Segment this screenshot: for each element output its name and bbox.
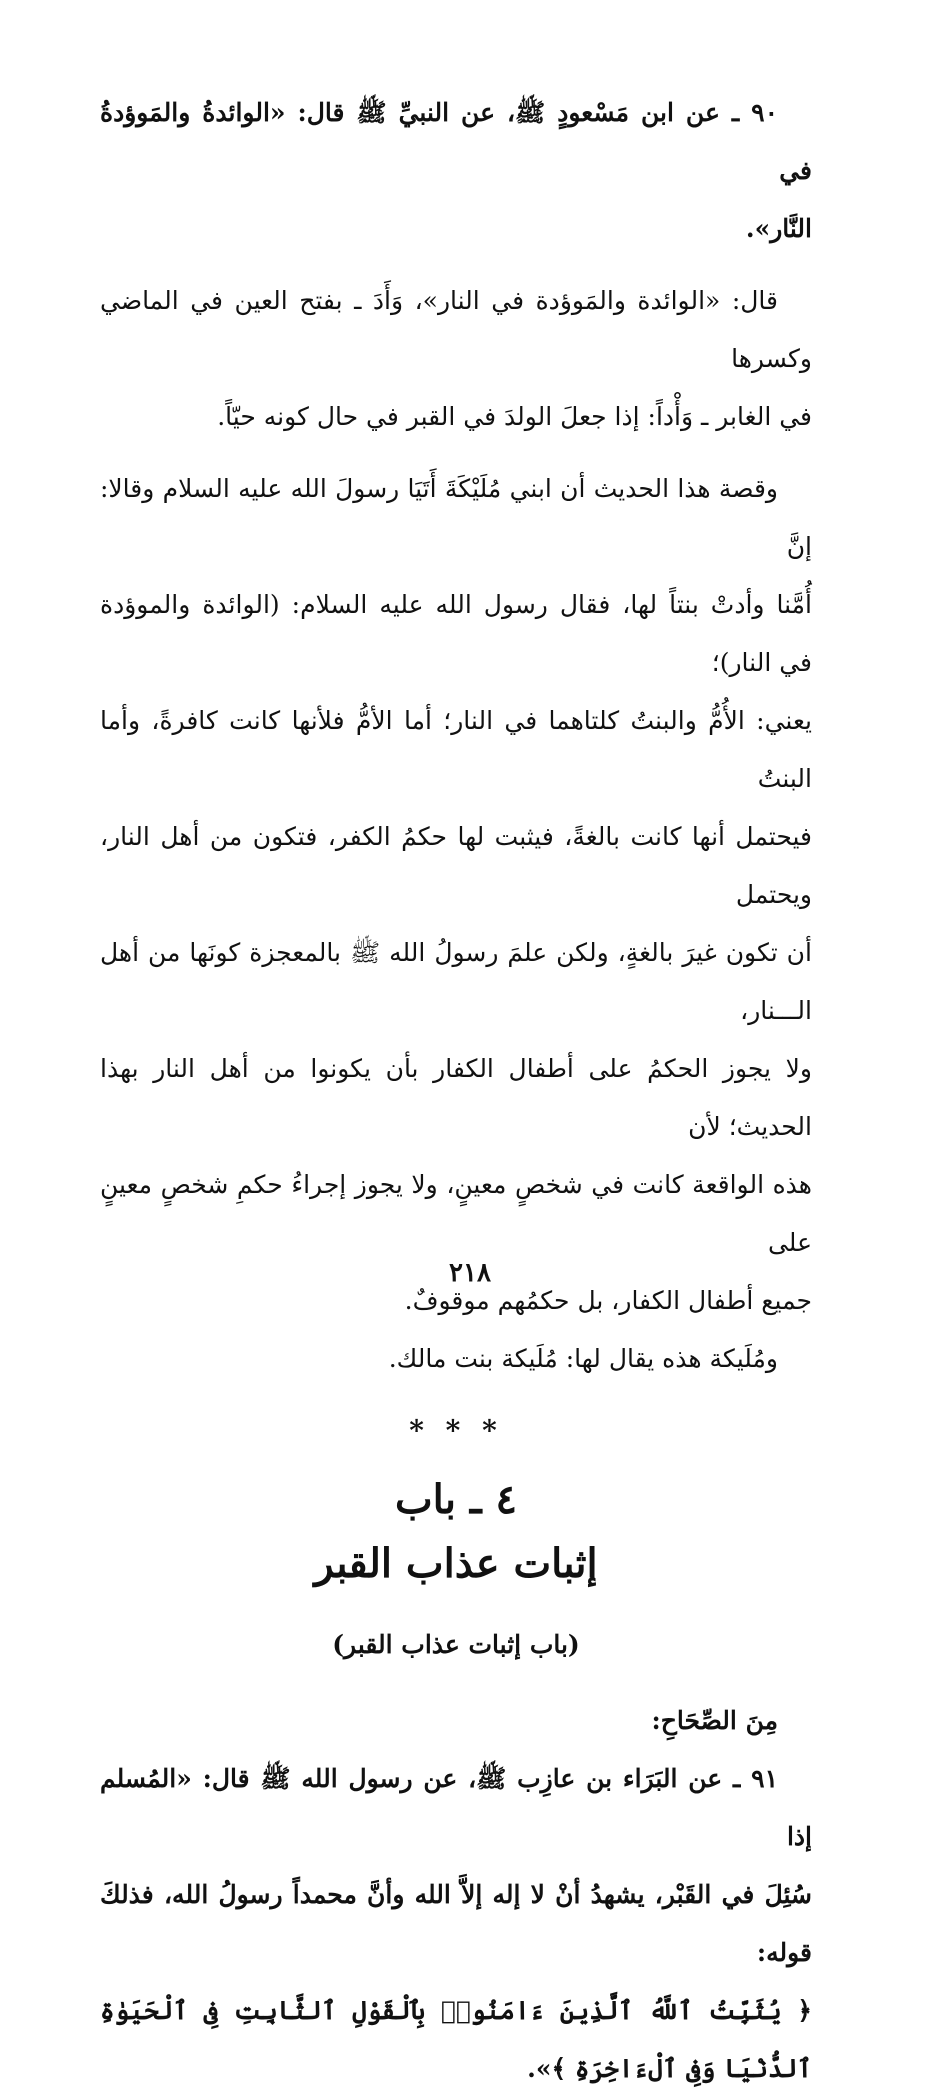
- commentary-2-line-1: وقصة هذا الحديث أن ابني مُلَيْكَةَ أَتَيَا رسولَ الله عليه السلام وقالا: إنَّ: [100, 474, 812, 561]
- commentary-2-line-5: أن تكون غيرَ بالغةٍ، ولكن علمَ رسولُ الله ﷺ بالمعجزة كونَها من أهل الـــنار،: [100, 938, 812, 1025]
- hadith-91-line-2: سُئِلَ في القَبْر، يشهدُ أنْ لا إله إلاَّ الله وأنَّ محمداً رسولُ الله، فذلكَ قوله:: [100, 1880, 812, 1967]
- page-body: [100, 84, 812, 2098]
- commentary-2-line-3: يعني: الأُمُّ والبنتُ كلتاهما في النار؛ أما الأمُّ فلأنها كانت كافرةً، وأما البنتُ: [100, 706, 812, 793]
- commentary-2-line-7: هذه الواقعة كانت في شخصٍ معينٍ، ولا يجوز إجراءُ حكمِ شخصٍ معينٍ على: [100, 1170, 812, 1257]
- commentary-1-line-2: في الغابر ـ وَأْداً: إذا جعلَ الولدَ في القبر في حال كونه حيّاً.: [217, 402, 812, 431]
- hadith-91-line-1: ٩١ ـ عن البَرَاء بن عازِب ﷺ، عن رسول الله ﷺ قال: «المُسلم إذا: [100, 1764, 812, 1851]
- commentary-1-line-1: قال: «الوائدة والمَوؤدة في النار»، وَأَدَ ـ بفتح العين في الماضي وكسرها: [100, 286, 812, 373]
- chapter-subtitle: (باب إثبات عذاب القبر): [332, 1630, 580, 1659]
- commentary-paragraph-1: [100, 272, 812, 446]
- chapter-title: إثبات عذاب القبر: [314, 1540, 598, 1587]
- hadith-91-line-3: ﴿ يُثَبِّتُ ٱللَّهُ ٱلَّذِينَ ءَامَنُوا۟ بِٱلْقَوْلِ ٱلثَّابِتِ فِى ٱلْحَيَوٰةِ ٱلدُّنْيَا وَفِى ٱلْءَاخِرَةِ ﴾».: [100, 1996, 812, 2083]
- section-separator: * * *: [409, 1414, 503, 1447]
- commentary-2-line-4: فيحتمل أنها كانت بالغةً، فيثبت لها حكمُ الكفر، فتكون من أهل النار، ويحتمل: [100, 822, 812, 909]
- hadith-91: [100, 1750, 812, 2098]
- hadith-90-line-1: ٩٠ ـ عن ابن مَسْعودٍ ﷺ، عن النبيِّ ﷺ قال: «الوائدةُ والمَوؤدةُ في: [100, 98, 812, 185]
- chapter-number: ٤ ـ باب: [394, 1476, 518, 1523]
- section-label: مِنَ الصِّحَاحِ:: [651, 1706, 778, 1735]
- commentary-2-line-8: جميع أطفال الكفار، بل حكمُهم موقوفٌ.: [404, 1286, 812, 1315]
- page-number: ٢١٨: [449, 1258, 491, 1288]
- commentary-3-line-1: ومُلَيكة هذه يقال لها: مُلَيكة بنت مالك.: [388, 1344, 778, 1373]
- commentary-2-line-6: ولا يجوز الحكمُ على أطفال الكفار بأن يكونوا من أهل النار بهذا الحديث؛ لأن: [100, 1054, 812, 1141]
- hadith-90: [100, 84, 812, 258]
- hadith-90-line-2: النَّار».: [745, 214, 812, 243]
- commentary-paragraph-3: [100, 1330, 812, 1388]
- commentary-2-line-2: أُمَّنا وأدتْ بنتاً لها، فقال رسول الله عليه السلام: (الوائدة والموؤدة في النار)؛: [100, 590, 812, 677]
- commentary-paragraph-2: [100, 460, 812, 1330]
